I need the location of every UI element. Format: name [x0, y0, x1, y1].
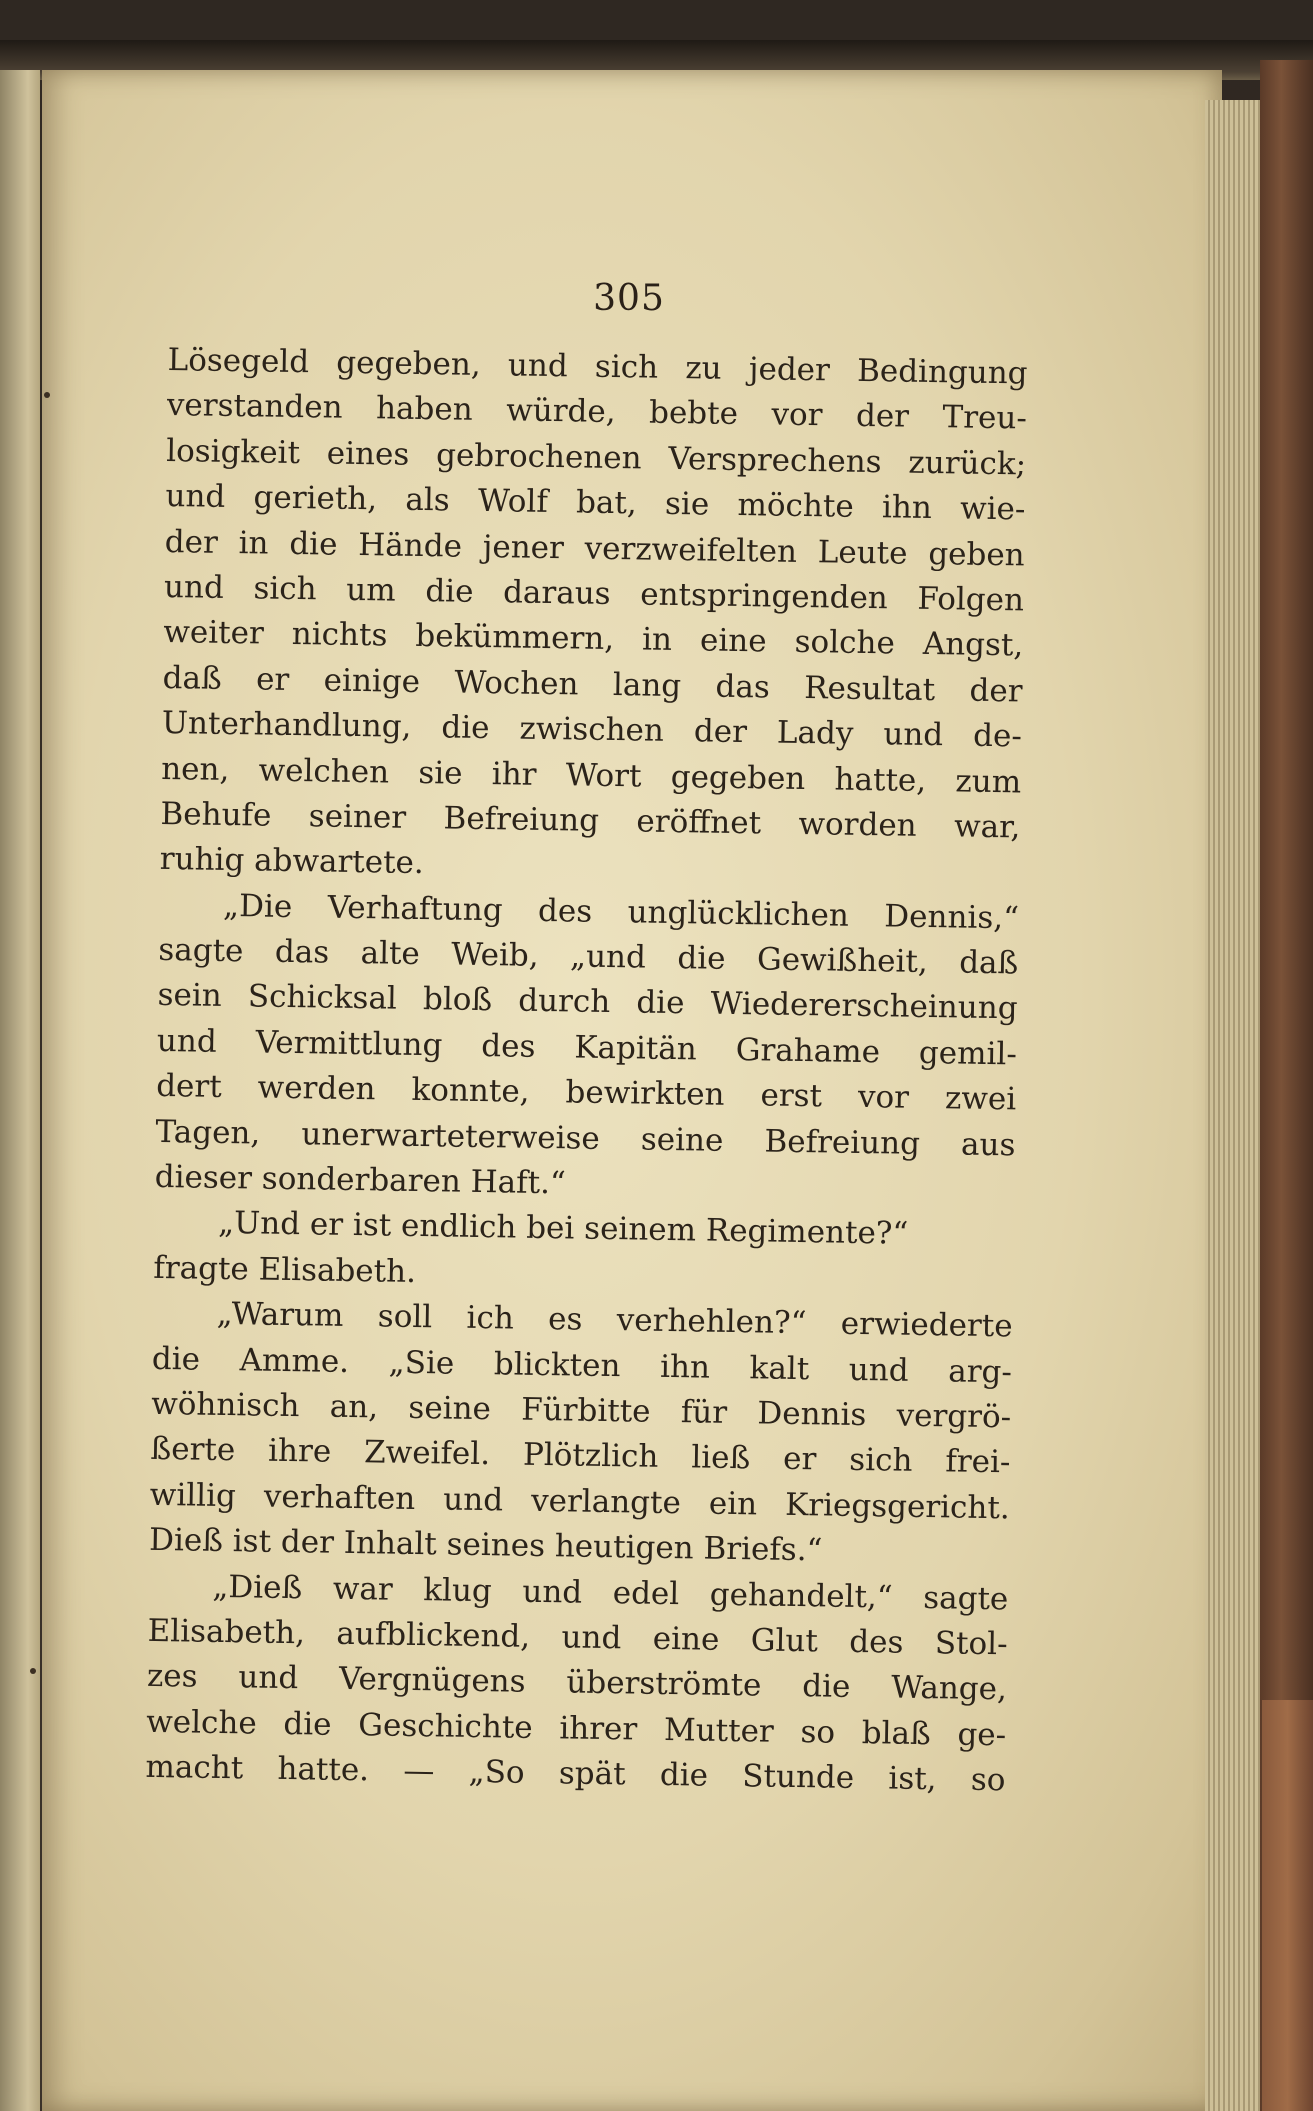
text-line: dert werden konnte, bewirkten erst vor zwei [155, 1068, 1017, 1118]
text-line: zes und Vergnügens überströmte die Wange, [146, 1658, 1008, 1708]
body-text [145, 338, 1028, 1804]
cover-leather-stripe [1262, 1700, 1313, 2111]
text-line: Dieß ist der Inhalt seines heutigen Briefs.“ [148, 1522, 823, 1569]
text-line: Tagen, unerwarteterweise seine Befreiung aus [155, 1113, 1016, 1164]
text-line: „Dieß war klug und edel gehandelt,“ sagte [212, 1568, 1009, 1617]
text-line: sagte das alte Weib, „und die Gewißheit, daß [158, 932, 1019, 982]
text-line: verstanden haben würde, bebte vor der Treu- [166, 387, 1028, 437]
text-line: „Die Verhaftung des unglücklichen Dennis,“ [222, 887, 1020, 937]
margin-mark [30, 1668, 36, 1674]
text-line: weiter nichts bekümmern, in eine solche Angst, [163, 614, 1024, 664]
text-line: sein Schicksal bloß durch die Wiedererscheinung [157, 977, 1018, 1027]
text-line: ruhig abwartete. [159, 841, 425, 882]
text-line: Lösegeld gegeben, und sich zu jeder Bedingung [167, 341, 1028, 392]
text-line: willig verhaften und verlangte ein Kriegsgericht. [149, 1476, 1011, 1527]
text-line: welche die Geschichte ihrer Mutter so blaß ge- [145, 1703, 1007, 1754]
text-line: macht hatte. — „So spät die Stunde ist, so [145, 1748, 1006, 1799]
text-line: Behufe seiner Befreiung eröffnet worden war, [160, 795, 1021, 846]
page-stack-edge [1205, 100, 1265, 2111]
margin-mark [44, 392, 50, 398]
text-line: ßerte ihre Zweifel. Plötzlich ließ er sich frei- [150, 1431, 1011, 1481]
text-line: der in die Hände jener verzweifelten Leute geben [164, 523, 1025, 574]
left-page-edge [0, 70, 40, 2111]
text-line: dieser sonderbaren Haft.“ [154, 1158, 567, 1202]
text-line: Unterhandlung, die zwischen der Lady und de- [161, 705, 1023, 755]
text-line: „Warum soll ich es verhehlen?“ erwiederte [216, 1296, 1013, 1345]
text-line: losigkeit eines gebrochenen Versprechens zurück; [165, 432, 1027, 483]
text-line: daß er einige Wochen lang das Resultat der [162, 659, 1023, 710]
text-line: Elisabeth, aufblickend, und eine Glut des Stol- [147, 1612, 1008, 1663]
text-line: fragte Elisabeth. [153, 1249, 417, 1290]
text-line: „Und er ist endlich bei seinem Regimente?“ [217, 1205, 909, 1253]
text-line: wöhnisch an, seine Fürbitte für Dennis vergrö- [150, 1385, 1012, 1436]
text-line: und sich um die daraus entspringenden Folgen [163, 568, 1025, 619]
text-line: und gerieth, als Wolf bat, sie möchte ihn wie- [165, 478, 1026, 528]
text-line: die Amme. „Sie blickten ihn kalt und arg- [151, 1340, 1013, 1390]
text-line: nen, welchen sie ihr Wort gegeben hatte, zum [160, 750, 1022, 800]
page-number: 305 [593, 278, 665, 319]
text-line: und Vermittlung des Kapitän Grahame gemil- [156, 1022, 1018, 1073]
